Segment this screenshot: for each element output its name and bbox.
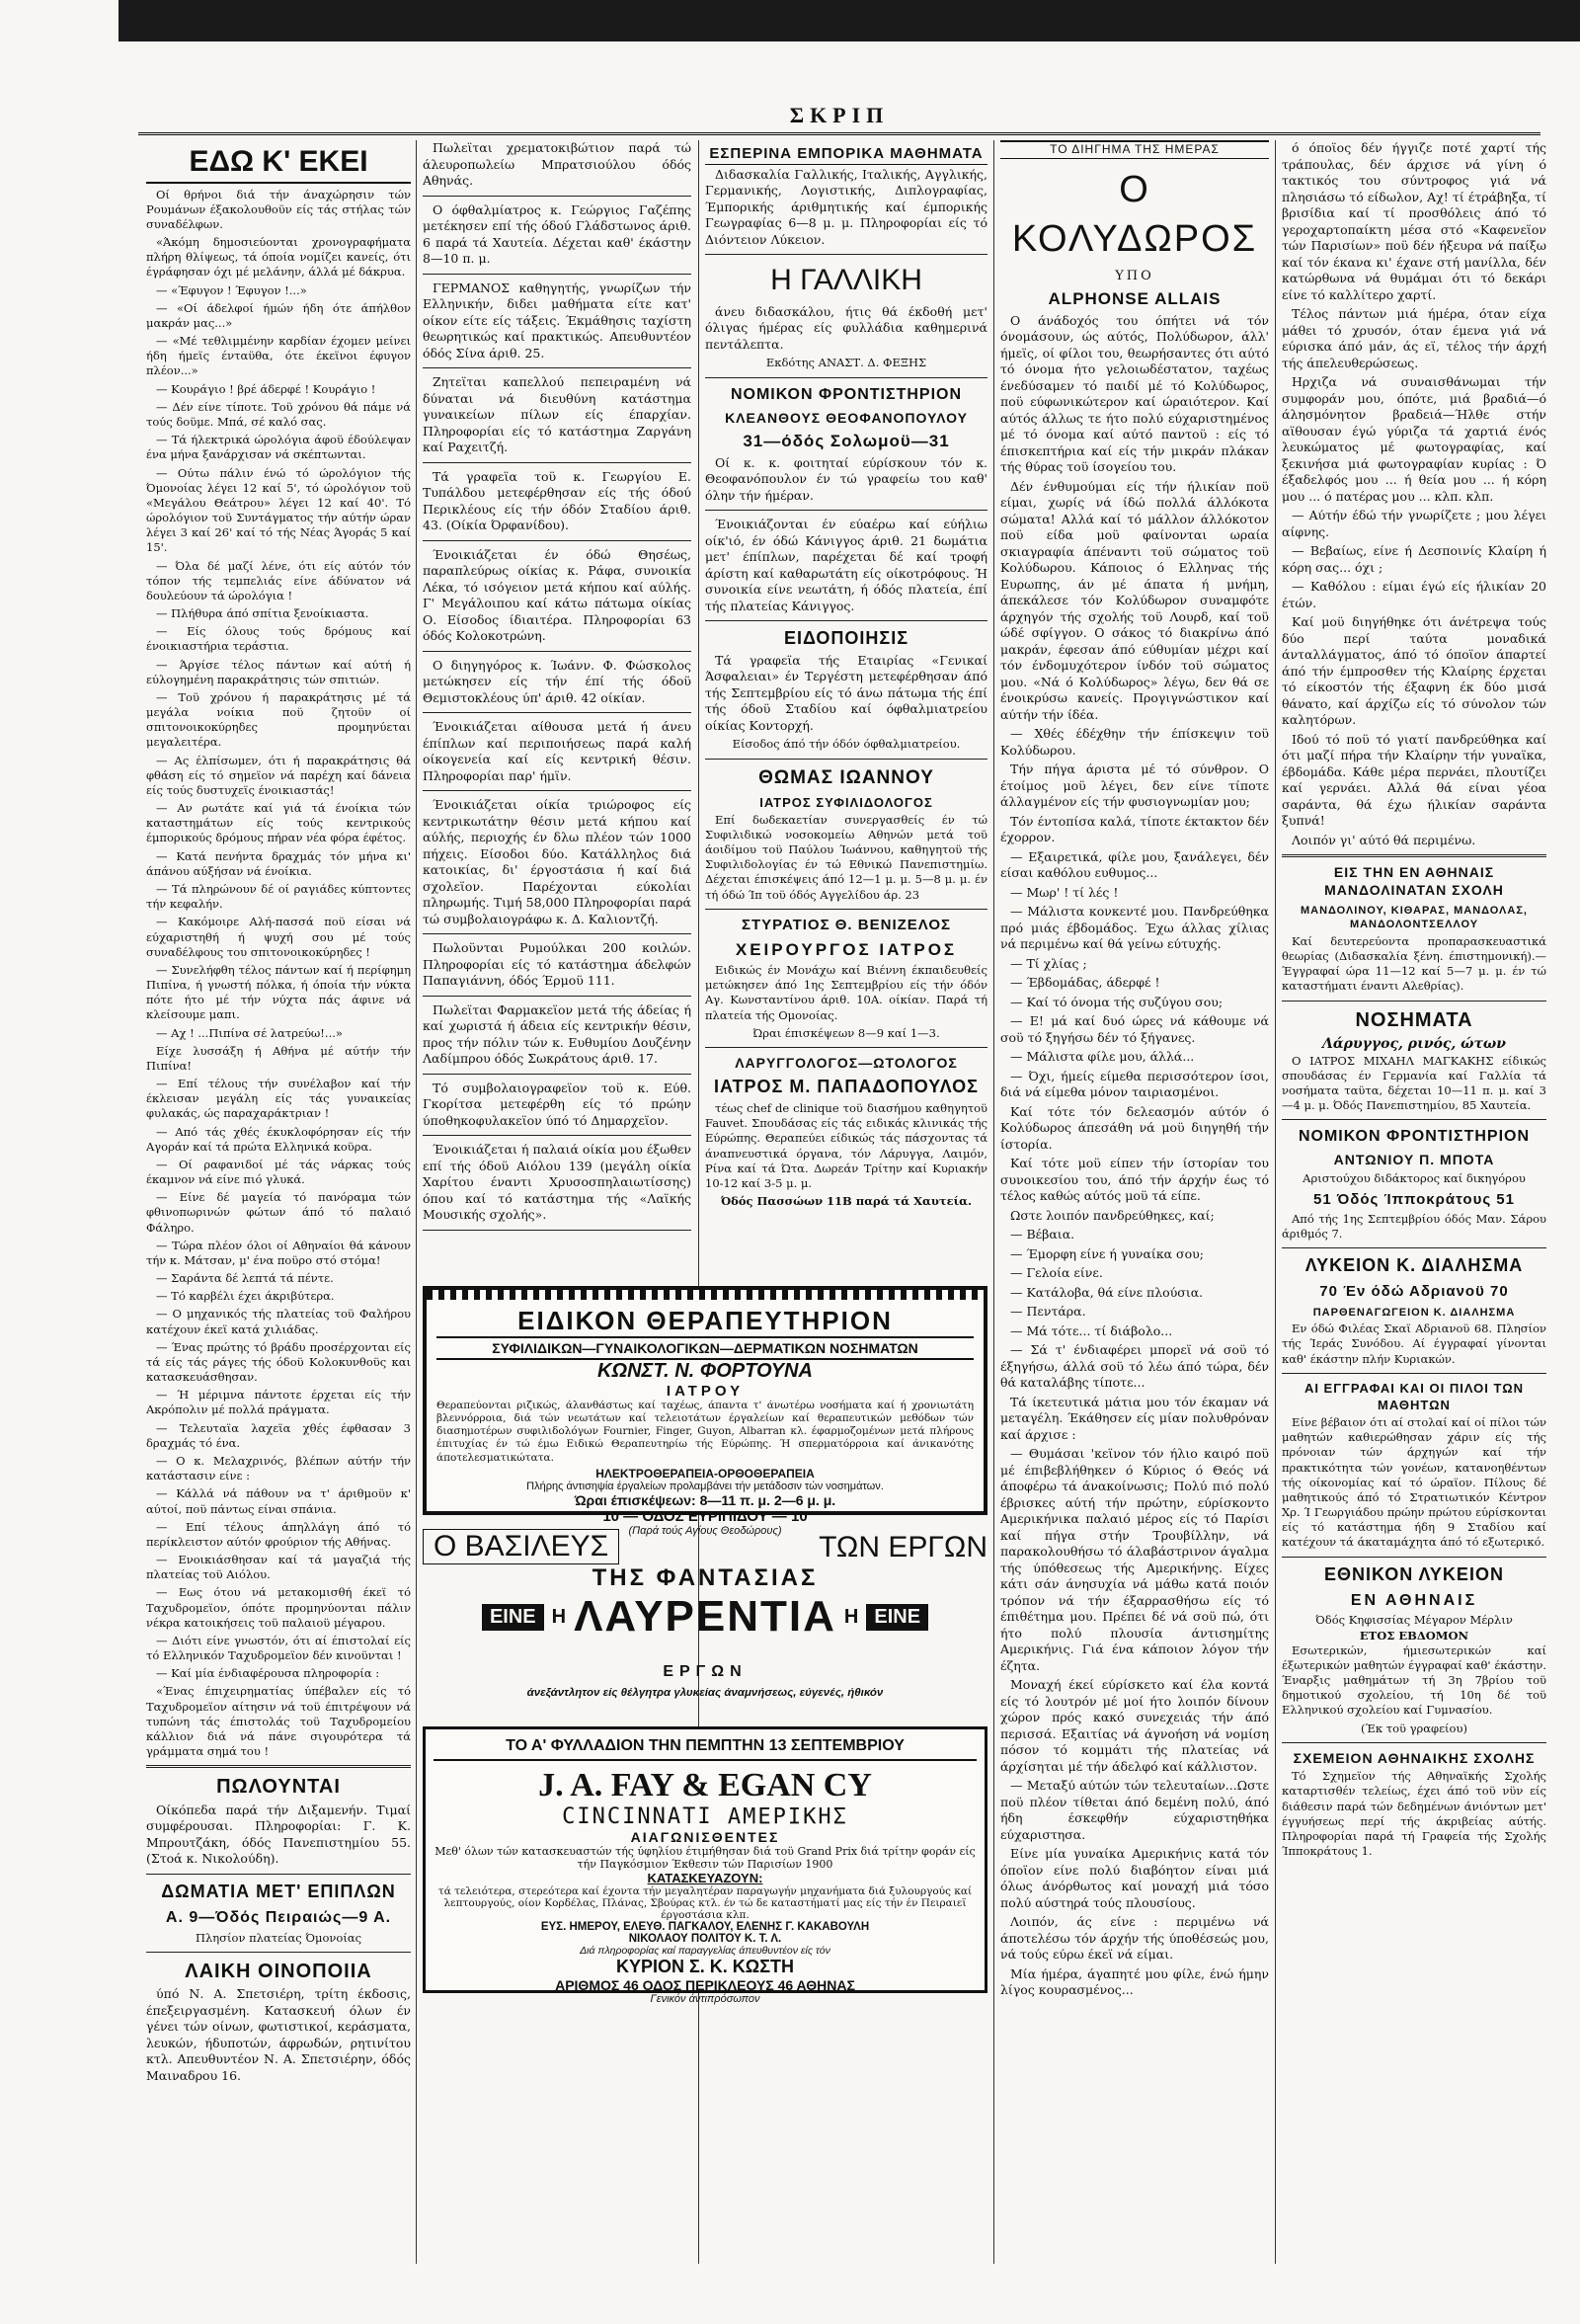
fay-egan-advertisement bbox=[423, 1726, 988, 2005]
paragraph: — Αύτήν έδώ τήν γνωρίζετε ; μου λέγει αίφνης. bbox=[1282, 508, 1546, 539]
paragraph: — Αχ ! ...Πιπίνα σέ λατρεύω!...» bbox=[156, 1025, 343, 1040]
paragraph: — Μάλιστα κονκεντέ μου. Πανδρεύθηκα πρό μιάς έβδομάδος. Έχω άλλας χίλιας νά περιμένω καί θά γείνω εύτυχής. bbox=[1000, 904, 1269, 952]
paragraph: Λοιπόν, άς είνε : περιμένω νά άποτελέσω τόν άρχήν τής ύποθέσεώς μου, νά τούς εύρω έκεϊ νά είμαι. bbox=[1000, 1914, 1269, 1963]
laurentia-ergon: ΕΡΓΩΝ bbox=[663, 1663, 748, 1680]
doctor1-name: ΘΩΜΑΣ ΙΩΑΝΝΟΥ bbox=[758, 766, 934, 788]
paragraph: Ηρχιζα νά συναισθάνωμαι τήν συμφοράν μου, όπότε, μιά βραδιά—ό άλησμόνητον βραδειά—Ήλθε στήν αϊθουσαν έγώ γύριζα τά χαρτιά ένός λευκώματος μέ φωτογραφίας, καί ξεκινήσα μιά φωτογραφίαν κυρίας : Ό έξαδελφός μου ... ή θεία μου ... ή κόρη μου ... ό πατέρας μου ... κλπ. κλπ. bbox=[1282, 374, 1546, 504]
fay-make: ΚΑΤΑΣΚΕΥΑΖΟΥΝ: bbox=[647, 1871, 763, 1885]
paragraph: — Χθές έδέχθην τήν έπίσκεψιν τοϋ Κολύδωρου. bbox=[1000, 726, 1269, 758]
school-sub: ΜΑΝΔΟΛΙΝΟΥ, ΚΙΘΑΡΑΣ, ΜΑΝΔΟΛΑΣ, ΜΑΝΔΟΛΟΝΤΣΕΛΛΟΥ bbox=[1301, 904, 1528, 931]
divider bbox=[1282, 1373, 1546, 1374]
paragraph: — Ούτω πάλιν ένώ τό ώρολόγιον τής Όμονοίας λέγει 12 καί 5', τό ώρολόγιον τοϋ «Μεγάλου Θεάτρου» λέγει 12 καί 40'. Τό ώρολόγιον τοϋ Συντάγματος τήν αύτήν ώραν λέγει 3 καί 26' καί τό τής Νέας Άγοράς 5 καί 15'. bbox=[146, 465, 411, 555]
column-divider bbox=[993, 140, 994, 2264]
king-fantasy: ΤΗΣ ΦΑΝΤΑΣΙΑΣ bbox=[592, 1564, 819, 1591]
divider bbox=[423, 367, 691, 368]
wine-text: ύπό Ν. Α. Σπετσιέρη, τρίτη έκδοσις, έπεξειργασμένη. Κατασκευή όλων έν γένει τών οίνων, φωτιστικοί, κεράσματα, λευκών, ήδυποτών, άφρωδών, ρητινίτου κτλ. Απευθυντέον Ν. Α. Σπετσιέρην, όδός Μαιναδρου 16. bbox=[146, 1986, 411, 2083]
notice-entry: Είσοδος άπό τήν όδόν όφθαλμιατρείου. bbox=[732, 737, 961, 752]
fay-rep: ΚΥΡΙΟΝ Σ. Κ. ΚΩΣΤΗ bbox=[615, 1957, 795, 1976]
classified-ad: Ένοικιάζεται οίκία τριώροφος είς κεντρικωτάτην θέσιν μετά κήπου καί αύλής, περιοχής έν δλω πλέον τών 1000 πήχεις. Είσοδοι δύο. Κατάλληλος διά κατοικίας, δι' έργοστάσια ή καί διά σχολεϊον. Παρέχονται εύκολίαι πληρωμής. Τιμή 58,000 Πληροφορίαι παρά τώ συμβολαιογράφω κ. Δ. Καλιοντζή. bbox=[423, 797, 691, 926]
doctor1-text: Επί δωδεκαετίαν συνεργασθείς έν τώ Συφιλιδικώ νοσοκομείω Αθηνών μετά τοϋ άοιδίμου τοϋ Παύλου Ίωάννου, καθηγητοϋ τής Συφιλιδολογίας έν τώ Εθνικώ Πανεπιστημίω. Δέχεται έπισκέψεις άπό 12—1 μ. μ. 5—8 μ. μ. έν τή όδώ Ίπ τοϋ όδός Αγγελίδου άρ. 23 bbox=[705, 812, 988, 902]
divider bbox=[146, 1874, 411, 1875]
divider bbox=[146, 1765, 411, 1768]
rooms-address: Α. 9—Όδός Πειραιώς—9 Α. bbox=[165, 1909, 392, 1927]
national-lyceum-note: (Έκ τοϋ γραφείου) bbox=[1361, 1721, 1467, 1735]
lessons-text: Διδασκαλία Γαλλικής, Ιταλικής, Αγγλικής, Γερμανικής, Λογιστικής, Διπλογραφίας, Έμπορικής άριθμητικής καί έμπορικής Γεωγραφίας 6—8 μ. μ. Πληροφορίαι είς τό Διόντειον Λύκειον. bbox=[705, 166, 988, 247]
paragraph: Είνε μία γυναίκα Αμερικήνις κατά τόν όποϊον είνε πολύ διαβόητον είναι μιά όλως άνόρθωτος καί μοναχή μιά τόσο πολύ αύστηρά τούς πλουσίους. bbox=[1000, 1846, 1269, 1910]
school-heading: ΕΙΣ ΤΗΝ ΕΝ ΑΘΗΝΑΙΣ ΜΑΝΔΟΛΙΝΑΤΑΝ ΣΧΟΛΗ bbox=[1324, 864, 1504, 899]
story-author: ALPHONSE ALLAIS bbox=[1048, 289, 1222, 309]
paragraph: — Επί τέλους άπηλλάγη άπό τό περίκλειστον αύτόν φρούριον τής Αθήνας. bbox=[146, 1519, 411, 1549]
clinic-specialties: ΣΥΦΙΛΙΔΙΚΩΝ—ΓΥΝΑΙΚΟΛΟΓΙΚΩΝ—ΔΕΡΜΑΤΙΚΩΝ ΝΟΣΗΜΑΤΩΝ bbox=[436, 1336, 974, 1360]
law-address: 31—όδός Σολωμοϋ—31 bbox=[743, 432, 950, 451]
news-briefs bbox=[146, 188, 411, 1760]
disease-heading: ΝΟΣΗΜΑΤΑ bbox=[1355, 1008, 1473, 1031]
paragraph: — Άργίσε τέλος πάντων καί αύτή ή εύλογημένη παρακράτησις τών σπιτιών. bbox=[146, 657, 411, 686]
clinic-title: ΕΙΔΙΚΟΝ ΘΕΡΑΠΕΥΤΗΡΙΟΝ bbox=[517, 1306, 893, 1335]
divider bbox=[1282, 1119, 1546, 1120]
law2-text: Αριστούχου διδάκτορος καί δικηγόρου bbox=[1303, 1170, 1526, 1185]
divider bbox=[423, 196, 691, 197]
classified-ad: Τό συμβολαιογραφεϊον τοϋ κ. Εύθ. Γκορίτσα μετεφέρθη είς τό πρώην ύποθηκοφυλακεϊον ύπό τό Δημαρχεϊον. bbox=[423, 1080, 691, 1128]
classified-ad: Πωλεϊται Φαρμακεϊον μετά τής άδείας ή καί χωριστά ή άδεια είς κεντρικήν θέσιν, προς τήν πόλιν τών κ. Ευθυμίου Δουζένην Λαδίμπρου όδός Σωκράτους άριθ. 17. bbox=[423, 1002, 691, 1066]
paragraph: — Καί μία ένδιαφέρουσα πληροφορία : bbox=[156, 1666, 380, 1681]
paragraph: — Τοϋ χρόνου ή παρακράτησις μέ τά μεγάλα νοίκια ποϋ ζητοϋν οί σπιτονοικοκύρηδες προμηνύεται μεγαλειτέρα. bbox=[146, 689, 411, 750]
top-scan-band bbox=[118, 0, 1580, 41]
king-article-left: Η bbox=[551, 1605, 567, 1628]
paragraph: — Μά τότε... τί διάβολο... bbox=[1010, 1322, 1173, 1338]
paragraph: — Εξαιρετικά, φίλε μου, ξανάλεγει, δέν είσαι καθόλου ευθυμος... bbox=[1000, 848, 1269, 881]
paragraph: — Ή μέριμνα πάντοτε έρχεται είς τήν Ακρόπολιν μέ πολλά πράγματα. bbox=[146, 1388, 411, 1417]
king-title-left: Ο ΒΑΣΙΛΕΥΣ bbox=[423, 1529, 619, 1564]
law2-heading: ΝΟΜΙΚΟΝ ΦΡΟΝΤΙΣΤΗΡΙΟΝ bbox=[1298, 1128, 1531, 1146]
clinic-doctor: ΚΩΝΣΤ. Ν. ΦΟΡΤΟΥΝΑ bbox=[597, 1360, 813, 1382]
paragraph: — Επί τέλους τήν συνέλαβον καί τήν έκλεισαν μεγάλη είς τάς γυναικείας φυλακάς, ώς παραχαράκτριαν ! bbox=[146, 1077, 411, 1121]
section-heading: ΕΔΩ Κ' ΕΚΕΙ bbox=[146, 142, 411, 184]
divider bbox=[1282, 1001, 1546, 1002]
classified-ad: Πωλοϋνται Ρυμούλκαι 200 κοιλών. Πληροφορίαι είς τό κατάστημα άδελφών Παπαγιάννη, όδός Έρμοϋ 111. bbox=[423, 940, 691, 988]
notice-text: Τά γραφεϊα τής Εταιρίας «Γενικαί Άσφαλειαι» έν Τεργέστη μετεφέρθησαν άπό τής Σεπτεμβρίου είς τό άνω πάτωμα τής έπί τής όδοϋ Σταδίου καί όφθαλμιατρείου οίκίας Κοντορχή. bbox=[705, 652, 988, 733]
doctor2-text: Ειδικώς έν Μονάχω καί Βιέννη έκπαιδευθείς μετώκησεν άπό 1ης Σεπτεμβρίου είς τήν όδόν Αγ. Κωνσταντίνου άριθ. 10Α. οίκίαν. Παρά τή πλατεία τής Ομονοίας. bbox=[705, 963, 988, 1022]
paragraph: Τέλος πάντων μιά ήμέρα, όταν είχα μάθει τό χρυσόν, όταν έμενα γιά νά εύρισκα άπό μάν, άς εϊ, τέλος τήν άρχή τής άπελευθερώσεως. bbox=[1282, 306, 1546, 370]
paragraph: Τόν έντοπίσα καλά, τίποτε έκτακτον δέν έχορρον. bbox=[1000, 813, 1269, 845]
fay-make-text: τά τελειότερα, στερεότερα καί έχοντα τήν μεγαλητέραν παραγωγήν μηχανήματα διά ξυλουργούς καί λεπτουργούς, οίον Κορδέλας, Πλάνας, Σβούρας κτλ. έν τώ δε καταστήματί μας είς τήν έν Πειραιεϊ έργοστάσια κλπ. bbox=[437, 1885, 973, 1921]
paragraph: — «Έφυγον ! Έφυγον !...» bbox=[156, 282, 307, 297]
pupils-text: Είνε βέβαιον ότι αί στολαί καί οί πίλοι τών μαθητών καθιερώθησαν χάριν είς τής πρόνοιαν τών άρχηγών καί τήν πρακτικότητα τών γονέων, κατανοηθέντων τής οίκονομίας καί τό ώραϊον. Πίλους δέ μαθητικούς άπό τό Στρατιωτικόν Κέντρον Χρ. Ί Γεωργιάδου πρώην πρώτου εύρίσκονται είς τό κατάστημα ήδη 9 Σταδίου καί κατέχουν τά άκαταμάχητα άπό τό εξωτερικό. bbox=[1282, 1414, 1546, 1550]
paragraph: — Είς όλους τούς δρόμους καί ένοικιαστήρια τεράστια. bbox=[146, 624, 411, 654]
notice-heading: ΕΙΔΟΠΟΙΗΣΙΣ bbox=[783, 628, 909, 649]
law-name: ΚΛΕΑΝΘΟΥΣ ΘΕΟΦΑΝΟΠΟΥΛΟΥ bbox=[725, 409, 968, 426]
paragraph: — Κατά πενήντα δραχμάς τόν μήνα κι' άπάνου αύξήσαν νά ένοίκια. bbox=[146, 848, 411, 878]
classified-ad: Τά γραφεϊα τοϋ κ. Γεωργίου Ε. Τυπάλδου μετεφέρθησαν είς τής όδού Περικλέους είς τήν όδόν Σταδίου άριθ. 43. (Οίκία Όρφανίδου). bbox=[423, 468, 691, 532]
divider bbox=[1282, 1557, 1546, 1558]
paragraph: — Ενοικιάσθησαν καί τά μαγαζιά τής πλατείας τοϋ Αιόλου. bbox=[146, 1553, 411, 1582]
divider bbox=[423, 1135, 691, 1136]
classified-ad: Ο διηγηγόρος κ. Ίωάνν. Φ. Φώσκολος μετώκησεν είς τήν έπί τής όδοϋ Θεμιστοκλέους ύπ' άριθ. 42 οίκίαν. bbox=[423, 657, 691, 705]
law2-name: ΑΝΤΩΝΙΟΥ Π. ΜΠΟΤΑ bbox=[1333, 1152, 1495, 1168]
divider bbox=[423, 462, 691, 463]
laurentia-advertisement bbox=[423, 1525, 988, 1673]
clinic-body: Θεραπεύονται ριζικώς, άλανθάστως καί ταχέως, άπαντα τ' άνωτέρω νοσήματα καί ή χρονιωτάτη βλεννόρροια, διά τών νεωτάτων καί τελειοτάτων έργαλείων καί θεραπευτικών μεθόδων τών διασημοτέρων συφιλιδολόγων Fournier, Finger, Guyon, Albarran κλ. έφαρμοζομένων μετά πλήρους έπιτυχίας έν τώ έμω Ειδικώ Θεραπευτηρίω τής Εύρώπης. Ή σπερματόρροια καί άνικανότης άποτελεσματικώτατα. bbox=[436, 1400, 974, 1464]
paragraph: — Μωρ' ! τί λές ! bbox=[1010, 884, 1119, 900]
paragraph: — Καί τό όνομα τής συζύγου σου; bbox=[1010, 994, 1224, 1009]
divider bbox=[1282, 1742, 1546, 1743]
sale-text: Οίκόπεδα παρά τήν Διξαμενήν. Τιμαί συμφέρουσαι. Πληροφορίαι: Γ. Κ. Μπρουτζάκη, όδός Πανεπιστημίου 55. (Στοά κ. Νικολούδη). bbox=[146, 1802, 411, 1867]
paragraph: Μοναχή έκεί εύρίσκετο καί έλα κοντά είς τό λουτρόν μέ μοί ήτο λοιπόν δίνουν χώρον πρός κακό συνεχειάς τήν άπό περισσά. Εξαιτίας νά άγνοήση νά νομίση πόσον τό κομμάτι τής πλατείας νά άρχίσηται μέ τήν άδελφό καί κάλλιστον. bbox=[1000, 1677, 1269, 1774]
national-lyceum-year: ΕΤΟΣ ΕΒΔΟΜΟΝ bbox=[1359, 1628, 1469, 1643]
fay-title: J. A. FAY & EGAN CY bbox=[538, 1767, 872, 1803]
paragraph: Καί τότε τόν δελεασμόν αύτόν ό Κολύδωρος άπεσάθη νά μοϋ διηγηθή τήν ίστορία. bbox=[1000, 1103, 1269, 1152]
french-heading: Η ΓΑΛΛΙΚΗ bbox=[770, 264, 922, 297]
story-body bbox=[1000, 313, 1269, 1999]
paragraph: Καί μοϋ διηγήθηκε ότι άνέτρεψα τούς δύο περί ταύτα μοναδικά άνταλλάγματος, άπό τό όποϊον άπαρτεί άπό τήν έμπροσθεν τής Κλαίρης έρχεται τό είκοστόν τής έξαφνη έκ δύο μισά θάνατο, καί άρχίζω είς τό σύνολον τών καλητόρων. bbox=[1282, 614, 1546, 727]
paragraph: — Κακόμοιρε Αλή-πασσά ποϋ είσαι νά εύχαριστηθή ή ψυχή σου μέ τούς συναδέλφους του σπιτονοικοκύρηδες ! bbox=[146, 915, 411, 959]
classified-ad: Πωλεϊται χρεματοκιβώτιον παρά τώ άλευροπωλείω Μπρατσιούλου όδός Αθηνάς. bbox=[423, 140, 691, 188]
divider bbox=[705, 909, 988, 910]
classified-ad: Ζητεϊται καπελλού πεπειραμένη νά δύναται νά διευθύνη κατάστημα γυναικείων πίλων είς έπαρχίαν. Πληροφορίαι είς τό κατάστημα Ζαργάνη καί Ραχειτζή. bbox=[423, 374, 691, 454]
paragraph: — Εως ότου νά μετακομισθή έκεϊ τό Ταχυδρομεϊον, όπότε προμηνύονται πάλιν νέκρα κατοικήσεις τοϋ παλαιοϋ μέγαρου. bbox=[146, 1585, 411, 1630]
paragraph: — Σά τ' ένδιαφέρει μπορεϊ νά σοϋ τό έξηγήσω, άλλά σοϋ τό λέω άπό τώρα, δέν θά καταλάβης τίποτε... bbox=[1000, 1342, 1269, 1391]
column-divider bbox=[416, 140, 417, 2264]
lyceum-sub: ΠΑΡΘΕΝΑΓΩΓΕΙΟΝ Κ. ΔΙΑΛΗΣΜΑ bbox=[1312, 1306, 1516, 1319]
paragraph: — Δέν είνε τίποτε. Τοϋ χρόνου θά πάμε νά τούς δοϋμε. Μπά, σέ καλό σας. bbox=[146, 399, 411, 429]
scheme-text: Τό Σχημεϊον τής Αθηναϊκής Σχολής καταρτισθέν τελείως, έχει άπό τοϋ νϋν είς διάθεσιν παρά τών δεδημένων άνιόντων μετ' έγγυήσεως περί τής άκριβείας αύτής. Πληροφορίαι παρά τή Γραφεία τής Σχολής Ίπποκράτους 1. bbox=[1282, 1769, 1546, 1859]
french-publisher: Εκδότης ΑΝΑΣΤ. Δ. ΦΕΞΗΣ bbox=[765, 356, 927, 370]
paragraph: — Θυμάσαι 'κεϊνον τόν ήλιο καιρό ποϋ μέ έπιβεβλήθηκεν ό Κύριος ό Θεός νά άποφέρω τά άνακοίνωσις; Πολύ πιό πολύ έβρισκες αύτή τήν πρώτην, εύρίσκοντο Αμερικήνικα παλαιό μέρος είς τό Παρίσι καί πήγα στήν Τρουβίλλην, νά παρακολουθήσω τό άλαβάστρινον άγαλμα τής ύπόθεσεως τής Αμερικήνης. Είχες κάτι σάν άνησυχία νά μάθω κατά ποιόν τρόπον νά τήν έξαρρασθήσω είς τό έπιθέτημα μου. Πρέπει δέ νά σοϋ πώ, ότι ήτο πολύ πλουσία άντισημίτης Αμερικήνις. Γιά ένα κάποιον λόγον τήν έζητα. bbox=[1000, 1446, 1269, 1673]
divider bbox=[423, 790, 691, 791]
paragraph: — Τί χλίας ; bbox=[1010, 955, 1087, 971]
fay-date: ΤΟ Α' ΦΥΛΛΑΔΙΟΝ ΤΗΝ ΠΕΜΠΤΗΝ 13 ΣΕΠΤΕΜΒΡΙΟΥ bbox=[434, 1737, 977, 1761]
divider bbox=[705, 1047, 988, 1048]
paragraph: — Ας έλπίσωμεν, ότι ή παρακράτησις θά φθάση είς τό σημεϊον νά παρέχη καί δάνεια είς τούς δυστυχεϊς ένοικιαστάς! bbox=[146, 753, 411, 797]
sale-heading: ΠΩΛΟΥΝΤΑΙ bbox=[216, 1776, 341, 1799]
paragraph: — Κάλλά νά πάθουν να τ' άριθμοϋν κ' αύτοί, ποϋ πάντως είναι σπάνια. bbox=[146, 1486, 411, 1516]
paragraph: — Βεβαίως, είνε ή Δεσποινίς Κλαίρη ή κόρη σας... όχι ; bbox=[1282, 543, 1546, 575]
divider bbox=[1282, 1247, 1546, 1248]
story-by: ΥΠΟ bbox=[1115, 269, 1154, 284]
doctor3-specialty: ΛΑΡΥΓΓΟΛΟΓΟΣ—ΩΤΟΛΟΓΟΣ bbox=[735, 1054, 958, 1071]
paragraph: — Ο μηχανικός τής πλατείας τοϋ Φαλήρου κατέχουν έκεϊ κατά χιλιάδας. bbox=[146, 1307, 411, 1336]
divider bbox=[705, 620, 988, 621]
clinic-electro: ΗΛΕΚΤΡΟΘΕΡΑΠΕΙΑ-ΟΡΘΟΘΕΡΑΠΕΙΑ bbox=[595, 1466, 815, 1481]
doctor2-name: ΣΤΥΡΑΤΙΟΣ Θ. ΒΕΝΙΖΕΛΟΣ bbox=[741, 916, 952, 933]
paragraph: ό όποϊος δέν ήγγιζε ποτέ χαρτί τής τράπουλας, δέν άρχισε νά γίνη ό τακτικός του σύντροφος γιά νά πλησιάσω τό είδωλον, Αχ! τί έτράβηξα, τί βρισίδια καί τί προσθόλεις άπό τό γεροχαρτοπαίκτη μέσα στό «Καφενεϊον τών Παρισίων» ποϋ δέν ήξευρα νά παίξω καί τόν έκανα κι' έχανε στή μανίλλα, δέν κατώρθωνα νά θυμάμαι ότι τό δεκάρι είνε τό καλλίτερο χαρτί. bbox=[1282, 140, 1546, 302]
fay-rep-address: ΑΡΙΘΜΟΣ 46 ΟΔΟΣ ΠΕΡΙΚΛΕΟΥΣ 46 ΑΘΗΝΑΣ bbox=[555, 1977, 855, 1993]
classified-ad: Ένοικιάζεται αίθουσα μετά ή άνευ έπίπλων καί περιποιήσεως παρά καλή οίκογενεία καί είς κεντρική θέσιν. Πληροφορίαι παρ' ήμϊν. bbox=[423, 719, 691, 783]
national-lyceum-heading: ΕΘΝΙΚΟΝ ΛΥΚΕΙΟΝ bbox=[1324, 1563, 1504, 1584]
paragraph: — Ο κ. Μελαχρινός, βλέπων αύτήν τήν κατάστασιν είνε : bbox=[146, 1454, 411, 1483]
paragraph: — Καθόλου : είμαι έγώ είς ήλικίαν 20 έτών. bbox=[1282, 579, 1546, 610]
paragraph: — «Μέ τεθλιμμένην καρδίαν έχομεν μείνει ήδη ήμεϊς ένταϋθα, ότε έκεϊνοι έφυγον πλέον...» bbox=[146, 334, 411, 378]
fay-agents2: ΝΙΚΟΛΑΟΥ ΠΟΛΙΤΟΥ Κ. Τ. Λ. bbox=[628, 1933, 782, 1945]
clinic-hours: Ώραι έπισκέψεων: 8—11 π. μ. 2—6 μ. μ. bbox=[574, 1491, 836, 1508]
column-3 bbox=[705, 140, 988, 1276]
laurentia-name: ΛΑΥΡΕΝΤΙΑ bbox=[574, 1592, 836, 1641]
paragraph: — Ένας πρώτης τό βράδυ προσέρχονται είς τά είς τάς ράγες τής όδοϋ Κολοκυνθοϋς και κατασκευάσθησαν. bbox=[146, 1339, 411, 1385]
masthead-rule bbox=[138, 132, 1540, 135]
paragraph: Ωστε λοιπόν πανδρεύθηκες, καί; bbox=[1010, 1207, 1215, 1223]
paragraph: — Κουράγιο ! βρέ άδερφέ ! Κουράγιο ! bbox=[156, 381, 376, 396]
paragraph: — Τώρα πλέον όλοι οί Αθηναίοι θά κάνουν τήν κ. Μάτσαν, μ' ένα ποϋρο στό στόμα! bbox=[146, 1238, 411, 1267]
rooms-heading: ΔΩΜΑΤΙΑ ΜΕΤ' ΕΠΙΠΛΩΝ bbox=[161, 1881, 396, 1901]
doctor3-name: ΙΑΤΡΟΣ Μ. ΠΑΠΑΔΟΠΟΥΛΟΣ bbox=[714, 1077, 979, 1097]
divider bbox=[423, 651, 691, 652]
rooms-sub: Πλησίον πλατείας Όμονοίας bbox=[195, 1930, 362, 1945]
paragraph: Είχε λυσσάξη ή Αθήνα μέ αύτήν τήν Πιπίνα! bbox=[146, 1043, 411, 1073]
lyceum-address: 70 Έν όδώ Αδριανοϋ 70 bbox=[1319, 1282, 1509, 1300]
law-heading: ΝΟΜΙΚΟΝ ΦΡΟΝΤΙΣΤΗΡΙΟΝ bbox=[730, 385, 963, 403]
story-kicker: ΤΟ ΔΙΗΓΗΜΑ ΤΗΣ ΗΜΕΡΑΣ bbox=[1000, 140, 1269, 159]
paragraph: Μία ήμέρα, άγαπητέ μου φίλε, ένώ ήμην λίγος κουρασμένος... bbox=[1000, 1965, 1269, 1998]
lyceum-text: Εν όδώ Φιλέας Σκαϊ Αδριανοϋ 68. Πλησίον τής Ίεράς Συνόδου. Αί έγγραφαί γίνονται καθ' έκάστην πλήν Κυριακών. bbox=[1282, 1322, 1546, 1366]
paragraph: Τά ίκετευτικά μάτια μου τόν έκαμαν νά μεταγέλη. Έκάθησεν είς μίαν πολυθρόναν καί άρχισε : bbox=[1000, 1394, 1269, 1442]
classified-ad: Ένοικιάζεται έν όδώ Θησέως, παραπλεύρως οίκίας κ. Ράφα, συνοικία Λέκα, τό ισόγειον μετά κήπου καί αύλής. Γ' Μεγάλοιπου καί κάτω πάτωμα οίκίας Ο. Είσοδος ίδιαιτέρα. Πληροφορίαι 63 όδός Κολοκοτρώνη. bbox=[423, 546, 691, 643]
divider bbox=[705, 377, 988, 378]
masthead-title: ΣΚΡΙΠ bbox=[789, 103, 890, 127]
paragraph: — Αν ρωτάτε καί γιά τά ένοίκια τών καταστημάτων είς τούς κεντρικούς έμπορικούς δρόμους πήραν νέα φόρα έφέτος. bbox=[146, 801, 411, 845]
national-lyceum-address: Όδός Κηφισσίας Μέγαρον Μέρλιν bbox=[1315, 1613, 1513, 1628]
clinic-equipment: Πλήρης άντισηψία έργαλείων προλαμβάνει τήν μετάδοσιν τών νοσημάτων. bbox=[526, 1480, 884, 1492]
fay-agents-text: Διά πληροφορίας καί παραγγελίας άπευθυντέον είς τόν bbox=[580, 1945, 830, 1957]
paragraph: — Τά πληρώνουν δέ οί ραγιάδες κύπτοντες τήν κεφαλήν. bbox=[146, 881, 411, 912]
eine-badge-right: ΕΙΝΕ bbox=[866, 1604, 928, 1631]
paragraph: Ο άνάδοχός του όπήτει νά τόν όνομάσουν, ώς αύτός, Πολύδωρον, άλλ' ήμεϊς, οί φίλοι του, θεωρήσαντες ότι αύτό τό όνομα ήτο γελοιωδέστατον, ταχέως ένεδύσαμεν τό παιδί μέ τό Κολύδωρος, ποϋ εύφωνικώτερον καί ώραιότερον. Καί αύτός άλλως τε ήτο πολύ εύχαριστημένος μέ τό όνομα καί αύτό παντοϋ : είς τό έπισκεπτήρια καί είς τήν μικράν πλάκαν τής θύρας τοϋ ίσογείου του. bbox=[1000, 312, 1269, 475]
paragraph: — Διότι είνε γνωστόν, ότι αί έπιστολαί είς τό Ελληνικόν Ταχυδρομεϊον δέν κινοϋνται ! bbox=[146, 1633, 411, 1663]
national-lyceum-text: Εσωτερικών, ήμιεσωτερικών καί έξωτερικών μαθητών έγγραφαί καθ' έκάστην. Έναρξις μαθημάτων τή 3η 7βρίου τοϋ δημοτικού σχολείου, τή 10η δέ τοϋ Ελληνικού σχολείου καί Γυμνασίου. bbox=[1282, 1643, 1546, 1718]
divider bbox=[705, 254, 988, 255]
paragraph: — Έμορφη είνε ή γυναίκα σου; bbox=[1010, 1245, 1204, 1261]
paragraph: Τήν πήγα άριστα μέ τό σύνθρον. Ο έτοίμος μοϋ λέγει, δεν είνε τίποτε άλλαγμένον είς τήν φυσιογνωμίαν μου; bbox=[1000, 761, 1269, 810]
doctor2-title: ΧΕΙΡΟΥΡΓΟΣ ΙΑΤΡΟΣ bbox=[735, 939, 958, 959]
paragraph: — Πεντάρα. bbox=[1010, 1304, 1086, 1320]
divider bbox=[146, 1952, 411, 1953]
divider bbox=[423, 274, 691, 275]
divider bbox=[423, 540, 691, 541]
paragraph: — Τό καρβέλι έχει άκριβύτερα. bbox=[156, 1289, 335, 1304]
paragraph: Ιδού τό ποϋ τό γιατί πανδρεύθηκα καί ότι μαζί πήρα τήν Κλαίρην τήν γυναϊκα, έβδομάδα. Κάθε μέρα περνάει, πλουτίζει καί γερνάει. Αλλά θά είναι γέοα σαράντα, θά έχω ήλικίαν σαράντα ξυπνά! bbox=[1282, 731, 1546, 828]
fay-rep-sub: Γενικόν άντιπρόσωπον bbox=[650, 1993, 760, 2005]
paragraph: — Όλα δέ μαζί λένε, ότι είς αύτόν τόν τόπον τής τεμπελιάς είνε άδύνατον νά δουλεύουν τά ώρολόγια ! bbox=[146, 558, 411, 602]
rent-text: Ένοικιάζονται έν εύαέρω καί εύήλιω οίκ'ιό, έν όδώ Κάνιγγος άριθ. 21 δωμάτια μετ' έπίπλων, παρέχεται δέ καί τροφή άρίστη καί καθαρωτάτη είς οίκοτρόφους. Ή συνοικία είνε νεωτάτη, ή όδός πλατεία, έπί τής πλατείας Κάνιγγος. bbox=[705, 517, 988, 613]
paragraph: — Ε! μά καί δυό ώρες νά κάθουμε νά σοϋ τό ξηγήσω δέν τό ξήγανες. bbox=[1000, 1013, 1269, 1045]
classified-ads bbox=[423, 140, 691, 1231]
paragraph: — Κατάλοβα, θά είνε πλούσια. bbox=[1010, 1284, 1204, 1300]
clinic-doctor-title: ΙΑΤΡΟΥ bbox=[666, 1383, 745, 1400]
doctor3-text: τέως chef de clinique τοϋ διασήμου καθηγητοϋ Fauvet. Σπουδάσας είς τάς ειδικάς κλινικάς τής Εύρώπης. Θεραπεύει είδικώς τάς πάσχοντας τά άναπνευστικά όργανα, τόν Λάρυγγα, Λαιμόν, Ρίνα καί τά Ώτα. Δωρεάν Τρίτην καί Κυριακήν 10-12 καί 3-5 μ. μ. bbox=[705, 1101, 988, 1190]
column-divider bbox=[1275, 140, 1276, 2264]
disease-text: Ο ΙΑΤΡΟΣ ΜΙΧΑΗΛ ΜΑΓΚΑΚΗΣ είδικώς σπουδάσας έν Γερμανία καί Γαλλία τά νοσήματα ταϋτα, δέχεται 10—11 π. μ. καί 3—4 μ. μ. Όδός Πανεπιστημίου, 85 Χαυτεία. bbox=[1282, 1053, 1546, 1113]
french-text: άνευ διδασκάλου, ήτις θά έκδοθή μετ' όλιγας ήμέρας είς φυλλάδια καθημερινά πεντάλεπτα. bbox=[705, 303, 988, 352]
doctor3-address: Όδός Πασσώων 11Β παρά τά Χαυτεία. bbox=[720, 1194, 973, 1209]
fay-award: ΑΙΑΓΩΝΙΣΘΕΝΤΕΣ bbox=[630, 1829, 780, 1845]
paragraph: «Άκόμη δημοσιεύονται χρονογραφήματα πλήρη θλίψεως, τά όποία νομίζει κανείς, ότι έγράφησαν όχι μέ μελάνην, άλλά μέ δάκρυα. bbox=[146, 235, 411, 280]
column-2 bbox=[423, 140, 691, 1276]
law-text: Οί κ. κ. φοιτηταί εύρίσκουν τόν κ. Θεοφανόπουλον έν τώ γραφείω του καθ' όλην τήν ήμέραν. bbox=[705, 454, 988, 503]
lessons-heading: ΕΣΠΕΡΙΝΑ ΕΜΠΟΡΙΚΑ ΜΑΘΗΜΑΤΑ bbox=[705, 144, 988, 165]
pupils-heading: ΑΙ ΕΓΓΡΑΦΑΙ ΚΑΙ ΟΙ ΠΙΛΟΙ ΤΩΝ ΜΑΘΗΤΩΝ bbox=[1304, 1380, 1525, 1412]
paragraph: — «Οί άδελφοί ήμών ήδη ότε άπήλθον μακράν μας...» bbox=[146, 300, 411, 330]
wine-heading: ΛΑΙΚΗ ΟΙΝΟΠΟΙΙΑ bbox=[185, 1960, 372, 1982]
divider bbox=[423, 712, 691, 713]
classified-ad: Ένοικιάζεται ή παλαιά οίκία μου έξωθεν επί τής όδοϋ Αιόλου 139 (μεγάλη οίκία Χαρίτου έναντι Χρυσοσπηλαιωτίσσης) όπου καί τό κατάστημα τής «Λαϊκής Μουσικής σχολής». bbox=[423, 1142, 691, 1222]
story-title: Ο ΚΟΛΥΔΩΡΟΣ bbox=[1011, 168, 1258, 260]
paragraph: «Ένας έπιχειρηματίας ύπέβαλεν είς τό Ταχυδρομεϊον αίτησιν νά τοϋ έπιτρέψουν νά τυπώνη τάς έπιστολάς τοϋ Ταχυδρομείου κάλλιον διά νά πάνε σιγουρότερα τά γράμματα σημά του ! bbox=[146, 1684, 411, 1759]
paragraph: — Πλήθυρα άπό σπίτια ξενοίκιαστα. bbox=[156, 606, 369, 621]
paragraph: — Μεταξύ αύτών τών τελευταίων...Ωστε ποϋ πλέον τίθεται άπό δεμένη πολύ, άπό ήδη έσκεφθήν εύχαριστηθήκα εύχαριστησα. bbox=[1000, 1778, 1269, 1842]
divider bbox=[1282, 854, 1546, 857]
paragraph: — Τά ήλεκτρικά ώρολόγια άφοϋ έδούλεψαν ένα μήνα ξανάρχισαν νά σκέπτωνται. bbox=[146, 433, 411, 462]
paragraph: Καί τότε μοϋ είπεν τήν ίστορίαν του συνοικεσίου του, άπό τήν άρχήν έως τό τέλος καθώς αύτός μοϋ τά είπε. bbox=[1000, 1156, 1269, 1204]
school-text: Καί δευτερεύοντα προπαρασκευαστικά θεωρίας (Διδασκαλία ξένη. έπιστημονική).—Έγγραφαί ώρα 11—12 καί 5—7 μ. μ. έν τώ καταστήματι έναντι Αλεθρίας). bbox=[1282, 933, 1546, 994]
paragraph: Οί θρήνοι διά τήν άναχώρησιν τών Ρουμάνων έξακολουθοϋν είς τάς στήλας τών συναδέλφων. bbox=[146, 187, 411, 231]
paragraph: — Μάλιστα φίλε μου, άλλά... bbox=[1010, 1049, 1195, 1065]
fay-city: CINCINNATI ΑΜΕΡΙΚΗΣ bbox=[562, 1804, 848, 1829]
paragraph: — Από τάς χθές έκυκλοφόρησαν είς τήν Αγοράν καί τά πρώτα Ελληνικά κοϋρα. bbox=[146, 1124, 411, 1154]
law2-address: 51 Όδός Ίπποκράτους 51 bbox=[1313, 1190, 1515, 1208]
column-1 bbox=[146, 140, 411, 2264]
column-5 bbox=[1282, 140, 1546, 2264]
ornament-border bbox=[427, 1290, 984, 1300]
paragraph: — Τελευταϊα λαχεϊα χθές έφθασαν 3 δραχμάς τό ένα. bbox=[146, 1420, 411, 1450]
paragraph: Λοιπόν γι' αύτό θά περιμένω. bbox=[1292, 832, 1476, 847]
paragraph: — Όχι, ήμείς είμεθα περισσότερον ίσοι, διά νά είμεθα μόνον ταιριασμένοι. bbox=[1000, 1068, 1269, 1100]
fay-award-text: Μεθ' όλων τών κατασκευαστών τής ύφηλίου έτιμήθησαν διά τοϋ Grand Prix διά τρίτην φοράν είς τήν Παγκόσμιον Έκθεσιν τών Παρισίων 1900 bbox=[434, 1845, 976, 1871]
clinic-address-sub: (Παρά τούς Αγίους Θεοδώρους) bbox=[628, 1524, 782, 1537]
divider bbox=[705, 510, 988, 511]
divider bbox=[705, 759, 988, 760]
divider bbox=[423, 996, 691, 997]
divider bbox=[423, 1230, 691, 1231]
law2-open: Από τής 1ης Σεπτεμβρίου όδός Μαν. Σάρου άριθμός 7. bbox=[1282, 1211, 1546, 1241]
divider bbox=[423, 1074, 691, 1075]
eine-badge-left: ΕΙΝΕ bbox=[482, 1604, 544, 1631]
paragraph: Δέν ένθυμούμαι είς τήν ήλικίαν ποϋ είμαι, χωρίς νά ίδώ πολλά άλλόκοτα σώματα! Αλλά καί τό μάλλον άλλόκοτον ποϋ είδα μοϋ φαίνονται ωραία σκιαγραφία άπέναντι τοϋ σώματος τοϋ Κολύδωρου. Κάποιος ό Ελληνας τής Ευρωπης, άν μέ άπατα ή μνήμη, άπεκάλεσε τόν Κολύδωρον συναμφότε άρχηγόν τής σχολής τοϋ Λουρδ, καί τοϋ ώδέ σφίγγον. Ο σάκος τό διακρίνω άπό μακράν, έφεσαν άπό εύθυμίαν μέχρι καί τόν ένδομυχότερον ίνδόν τοϋ σώματος μου. «Νά ό Κολύδωρος» λέγω, δεν θά σε ένοικρύσω κανείς. Προγιγνώστικον καί αύτήν τήν ίδέα. bbox=[1000, 478, 1269, 722]
paragraph: — Συνελήφθη τέλος πάντων καί ή περίφημη Πιπίνα, ή γνωστή πόλκα, ή όποία τήν νύκτα πότε ήτο μέ τήν νύχτα πάς άφινε νά κλείσουμε μαπι. bbox=[146, 962, 411, 1022]
paragraph: — Είνε δέ μαγεία τό πανόραμα τών φθινοπωρινών φώτων άπό τό παλαιό Φάληρο. bbox=[146, 1190, 411, 1235]
paragraph: — Οί ραφανιδοί μέ τάς νάρκας τούς έκαμνον νά είνε πιό γλυκά. bbox=[146, 1157, 411, 1187]
paragraph: — Σαράντα δέ λεπτά τά πέντε. bbox=[156, 1271, 334, 1286]
national-lyceum-sub: ΕΝ ΑΘΗΝΑΙΣ bbox=[1350, 1592, 1478, 1610]
fay-agents: ΕΥΣ. ΗΜΕΡΟΥ, ΕΛΕΥΘ. ΠΑΓΚΑΛΟΥ, ΕΛΕΝΗΣ Γ. ΚΑΚΑΒΟΥΛΗ bbox=[540, 1921, 870, 1933]
column-4 bbox=[1000, 140, 1269, 2264]
lyceum-heading: ΛΥΚΕΙΟΝ Κ. ΔΙΑΛΗΣΜΑ bbox=[1304, 1255, 1524, 1276]
doctor2-hours: Ώραι έπισκέψεων 8—9 καί 1—3. bbox=[752, 1025, 940, 1040]
king-title-right: ΤΩΝ ΕΡΓΩΝ bbox=[819, 1531, 988, 1563]
laurentia-sub-wrap bbox=[423, 1679, 988, 1719]
paragraph: — Έβδομάδας, άδερφέ ! bbox=[1010, 975, 1160, 991]
paragraph: — Γελοία είνε. bbox=[1010, 1265, 1103, 1281]
classified-ad: Ο όφθαλμίατρος κ. Γεώργιος Γαζέπης μετέκησεν επί τής όδού Γλάδστωνος άριθ. 6 παρά τά Χαυτεία. Δέχεται καθ' έκάστην 8—10 π. μ. bbox=[423, 201, 691, 266]
classified-ad: ΓΕΡΜΑΝΟΣ καθηγητής, γνωρίζων τήν Ελληνικήν, διδει μαθήματα είτε κατ' οίκον είτε είς τάξεις. Έκμάθησις ταχίστη θεωρητικώς καί πρακτικώς. Απευθυντέον όδός Σίνα άριθ. 25. bbox=[423, 280, 691, 361]
clinic-advertisement bbox=[423, 1286, 988, 1537]
divider bbox=[423, 933, 691, 934]
story-continuation bbox=[1282, 140, 1546, 848]
disease-sub: Λάρυγγος, ρινός, ώτων bbox=[1322, 1036, 1506, 1053]
scheme-heading: ΣΧΕΜΕΙΟΝ ΑΘΗΝΑΙΚΗΣ ΣΧΟΛΗΣ bbox=[1293, 1749, 1536, 1766]
laurentia-sub: άνεξάντλητον είς θέλγητρα γλυκείας άναμνήσεως, εύγενές, ήθικόν bbox=[526, 1687, 884, 1699]
clinic-address: 10 — ΟΔΟΣ ΕΥΡΙΠΙΔΟΥ — 10 bbox=[602, 1507, 808, 1525]
paragraph: — Βέβαια. bbox=[1010, 1227, 1075, 1242]
doctor1-title: ΙΑΤΡΟΣ ΣΥΦΙΛΙΔΟΛΟΓΟΣ bbox=[759, 794, 933, 810]
king-article-right: Η bbox=[843, 1605, 859, 1628]
